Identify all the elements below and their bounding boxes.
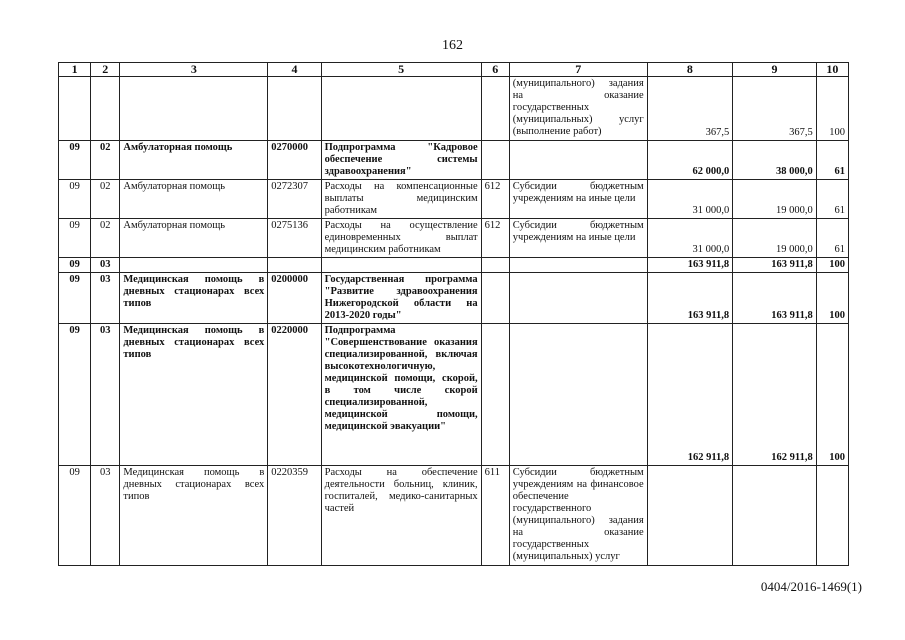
cell-subsection-name: Медицинская помощь в дневных стационарах всех типов (120, 324, 268, 466)
cell-section-code: 09 (59, 180, 91, 219)
cell-subsection-code (91, 77, 120, 141)
cell-plan-amount: 163 911,8 (647, 273, 733, 324)
cell-actual-amount (733, 466, 817, 566)
document-code: 0404/2016-1469(1) (760, 579, 862, 594)
cell-section-code: 09 (59, 273, 91, 324)
cell-expense-name: Подпрограмма "Кадровое обеспечение системы здравоохранения" (321, 141, 481, 180)
table-row (59, 258, 849, 273)
cell-type-name (509, 273, 647, 324)
cell-target-code: 0272307 (268, 180, 321, 219)
budget-table (58, 62, 849, 566)
cell-plan-amount: 163 911,8 (647, 258, 733, 273)
column-header: 3 (120, 63, 268, 77)
cell-type-code: 611 (481, 466, 509, 566)
header-row (59, 63, 849, 77)
cell-plan-amount: 62 000,0 (647, 141, 733, 180)
cell-expense-name (321, 77, 481, 141)
table-body (59, 77, 849, 566)
cell-target-code: 0220000 (268, 324, 321, 466)
table-row (59, 466, 849, 566)
column-header: 9 (733, 63, 817, 77)
cell-type-name (509, 141, 647, 180)
cell-percent: 100 (816, 77, 848, 141)
cell-expense-name (321, 258, 481, 273)
cell-actual-amount: 38 000,0 (733, 141, 817, 180)
cell-percent (816, 466, 848, 566)
cell-actual-amount: 19 000,0 (733, 219, 817, 258)
cell-subsection-name: Амбулаторная помощь (120, 141, 268, 180)
cell-subsection-code: 03 (91, 466, 120, 566)
column-header: 4 (268, 63, 321, 77)
cell-expense-name: Расходы на компенсационные выплаты медицинским работникам (321, 180, 481, 219)
cell-type-code (481, 258, 509, 273)
cell-type-code (481, 141, 509, 180)
cell-plan-amount (647, 466, 733, 566)
cell-section-code: 09 (59, 141, 91, 180)
cell-target-code: 0270000 (268, 141, 321, 180)
cell-target-code: 0200000 (268, 273, 321, 324)
cell-type-name: Субсидии бюджетным учреждениям на финансовое обеспечение государственного (муниципального) задания на оказание государственных (муниципальных) услуг (509, 466, 647, 566)
table-row (59, 219, 849, 258)
cell-expense-name: Расходы на осуществление единовременных выплат медицинским работникам (321, 219, 481, 258)
table-row (59, 180, 849, 219)
cell-subsection-name: Медицинская помощь в дневных стационарах всех типов (120, 273, 268, 324)
cell-type-name: Субсидии бюджетным учреждениям на иные цели (509, 180, 647, 219)
column-header: 5 (321, 63, 481, 77)
column-header: 10 (816, 63, 848, 77)
cell-section-code (59, 77, 91, 141)
cell-type-name (509, 258, 647, 273)
cell-actual-amount: 19 000,0 (733, 180, 817, 219)
table-row (59, 141, 849, 180)
cell-expense-name: Государственная программа "Развитие здравоохранения Нижегородской области на 2013-2020 годы" (321, 273, 481, 324)
cell-type-code: 612 (481, 219, 509, 258)
cell-plan-amount: 162 911,8 (647, 324, 733, 466)
cell-percent: 100 (816, 258, 848, 273)
cell-type-code (481, 77, 509, 141)
cell-subsection-name: Амбулаторная помощь (120, 180, 268, 219)
cell-percent: 100 (816, 324, 848, 466)
cell-subsection-code: 03 (91, 324, 120, 466)
column-header: 1 (59, 63, 91, 77)
cell-plan-amount: 367,5 (647, 77, 733, 141)
cell-percent: 61 (816, 180, 848, 219)
table-row (59, 77, 849, 141)
cell-percent: 61 (816, 219, 848, 258)
column-header: 7 (509, 63, 647, 77)
cell-subsection-code: 03 (91, 258, 120, 273)
cell-expense-name: Подпрограмма "Совершенствование оказания специализированной, включая высокотехнологичную, медицинской помощи, скорой, в том числе скорой специализированной, медицинской помощи, медицинской эвакуации" (321, 324, 481, 466)
cell-subsection-name: Медицинская помощь в дневных стационарах всех типов (120, 466, 268, 566)
cell-target-code (268, 77, 321, 141)
column-header: 8 (647, 63, 733, 77)
cell-expense-name: Расходы на обеспечение деятельности больниц, клиник, госпиталей, медико-санитарных частей (321, 466, 481, 566)
cell-percent: 100 (816, 273, 848, 324)
page-number: 162 (442, 38, 463, 53)
cell-section-code: 09 (59, 219, 91, 258)
cell-type-code: 612 (481, 180, 509, 219)
cell-actual-amount: 162 911,8 (733, 324, 817, 466)
cell-plan-amount: 31 000,0 (647, 180, 733, 219)
cell-actual-amount: 163 911,8 (733, 258, 817, 273)
cell-subsection-name (120, 258, 268, 273)
cell-target-code: 0220359 (268, 466, 321, 566)
cell-percent: 61 (816, 141, 848, 180)
cell-subsection-name (120, 77, 268, 141)
cell-actual-amount: 367,5 (733, 77, 817, 141)
cell-type-name (509, 324, 647, 466)
cell-section-code: 09 (59, 466, 91, 566)
column-header: 6 (481, 63, 509, 77)
cell-section-code: 09 (59, 258, 91, 273)
table-row (59, 324, 849, 466)
cell-subsection-code: 02 (91, 219, 120, 258)
cell-actual-amount: 163 911,8 (733, 273, 817, 324)
cell-target-code: 0275136 (268, 219, 321, 258)
cell-subsection-name: Амбулаторная помощь (120, 219, 268, 258)
table-row (59, 273, 849, 324)
cell-type-name: Субсидии бюджетным учреждениям на иные цели (509, 219, 647, 258)
cell-section-code: 09 (59, 324, 91, 466)
cell-type-code (481, 273, 509, 324)
cell-subsection-code: 02 (91, 141, 120, 180)
cell-target-code (268, 258, 321, 273)
cell-plan-amount: 31 000,0 (647, 219, 733, 258)
cell-subsection-code: 02 (91, 180, 120, 219)
cell-subsection-code: 03 (91, 273, 120, 324)
cell-type-name: (муниципального) задания на оказание государственных (муниципальных) услуг (выполнение работ) (509, 77, 647, 141)
cell-type-code (481, 324, 509, 466)
column-header: 2 (91, 63, 120, 77)
